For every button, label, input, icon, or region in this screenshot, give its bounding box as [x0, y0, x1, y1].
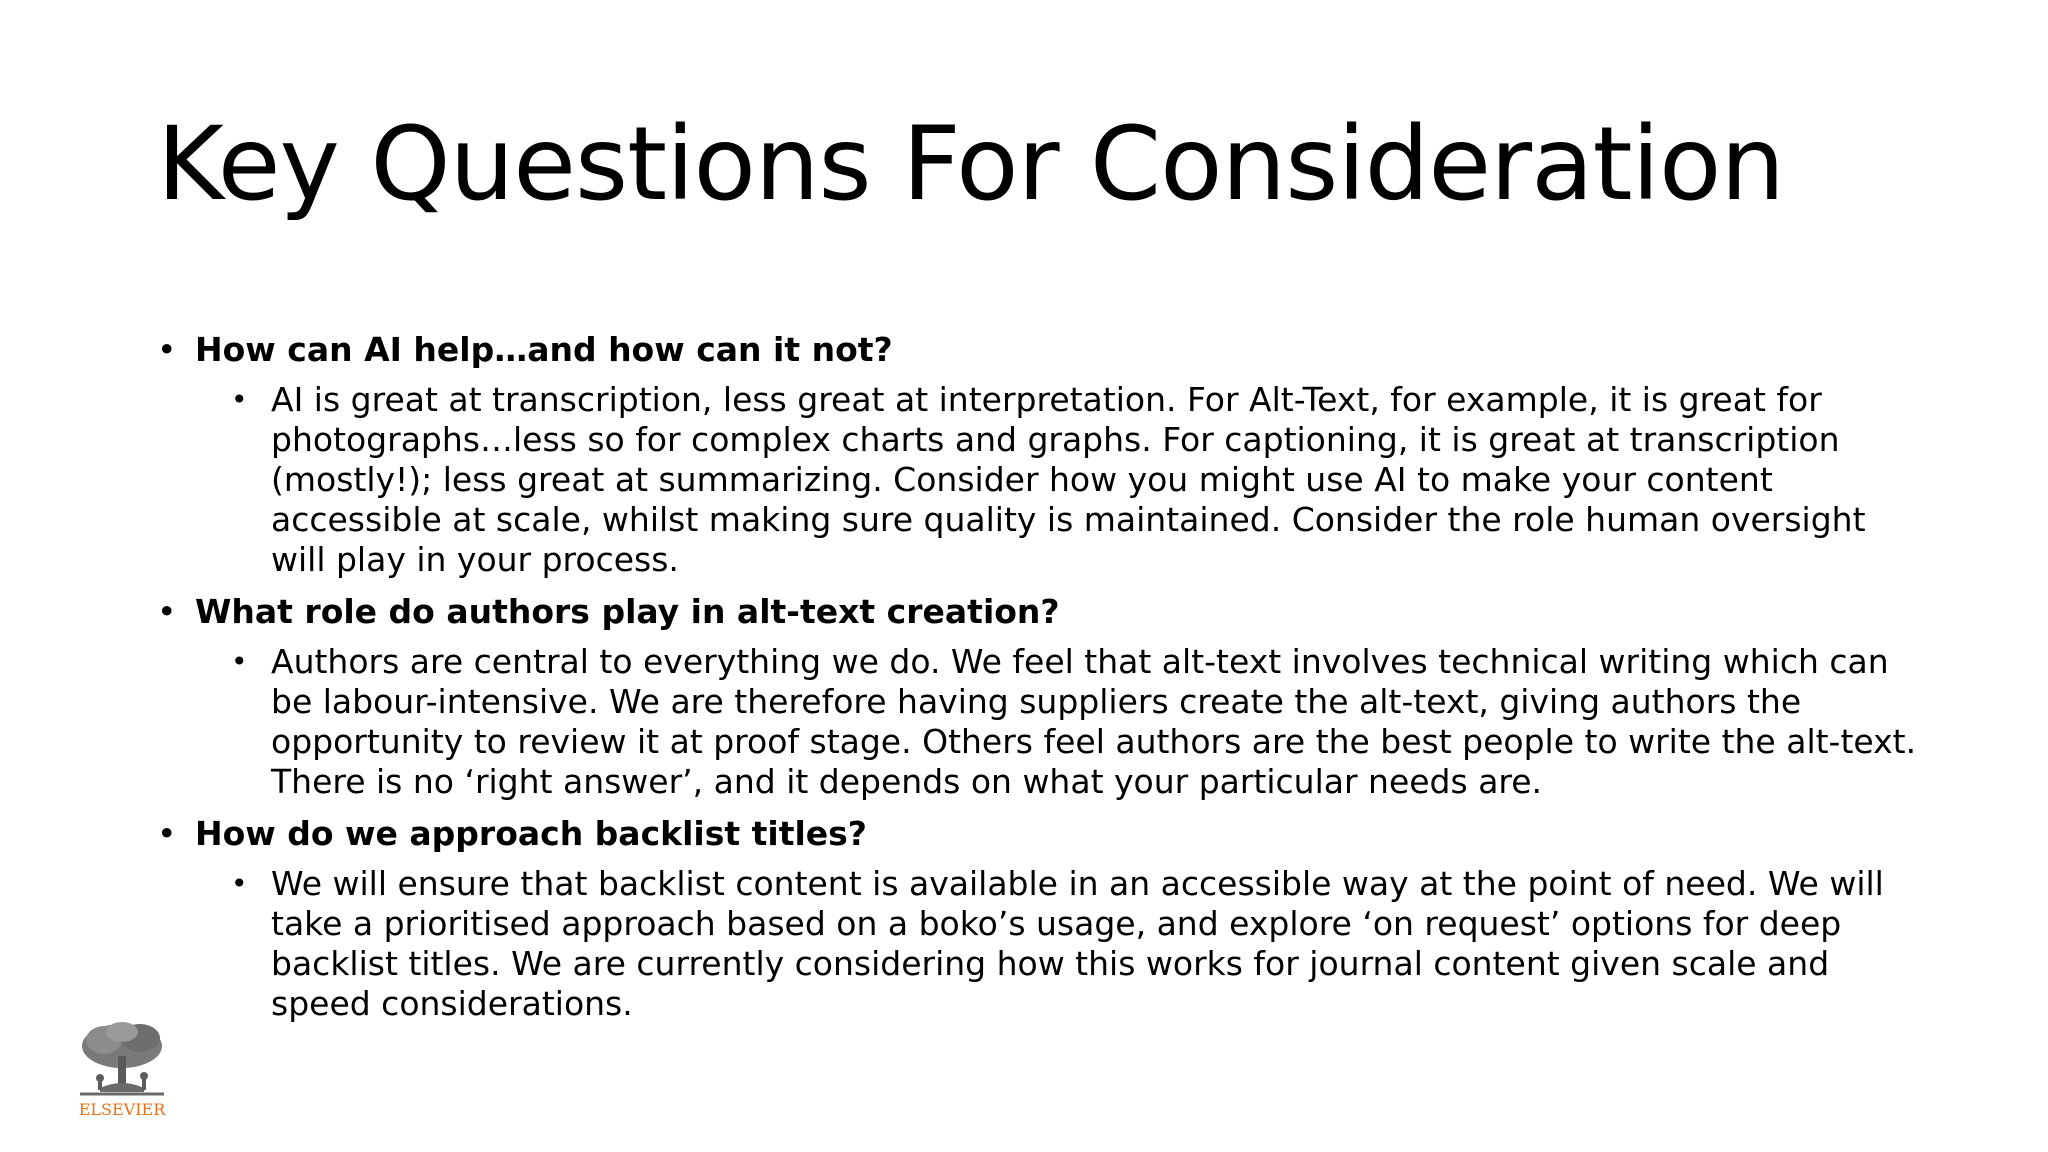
bullet-icon: •	[231, 867, 248, 900]
logo-label: ELSEVIER	[78, 1100, 166, 1119]
question-text: How do we approach backlist titles?	[195, 814, 867, 853]
question-text: What role do authors play in alt-text creation?	[195, 592, 1060, 631]
bullet-icon: •	[157, 592, 177, 631]
question-item	[157, 330, 1917, 370]
answer-text: Authors are central to everything we do. We feel that alt-text involves technical writing which can be labour-intensive. We are therefore having suppliers create the alt-text, giving authors the opportunity to review it at proof stage. Others feel authors are the best people to write the alt-text. There is no ‘right answer’, and it depends on what your particular needs are.	[271, 642, 1917, 801]
question-item	[157, 814, 1917, 854]
answer-item	[157, 642, 1917, 802]
answer-item	[157, 380, 1917, 580]
elsevier-tree-icon	[70, 1018, 174, 1100]
slide-title: Key Questions For Consideration	[157, 105, 1784, 224]
elsevier-logo	[70, 1018, 174, 1128]
question-item	[157, 592, 1917, 632]
answer-text: AI is great at transcription, less great at interpretation. For Alt-Text, for example, it is great for photographs…less so for complex charts and graphs. For captioning, it is great at transcription (mostly!); less great at summarizing. Consider how you might use AI to make your content accessible at scale, whilst making sure quality is maintained. Consider the role human oversight will play in your process.	[271, 380, 1866, 579]
answer-item	[157, 864, 1917, 1024]
bullet-icon: •	[157, 814, 177, 853]
question-text: How can AI help…and how can it not?	[195, 330, 893, 369]
bullet-icon: •	[157, 330, 177, 369]
bullet-icon: •	[231, 645, 248, 678]
answer-text: We will ensure that backlist content is available in an accessible way at the point of need. We will take a prioritised approach based on a boko’s usage, and explore ‘on request’ options for deep backlist titles. We are currently considering how this works for journal content given scale and speed considerations.	[271, 864, 1884, 1023]
bullet-icon: •	[231, 383, 248, 416]
bullet-list	[157, 330, 1917, 1036]
